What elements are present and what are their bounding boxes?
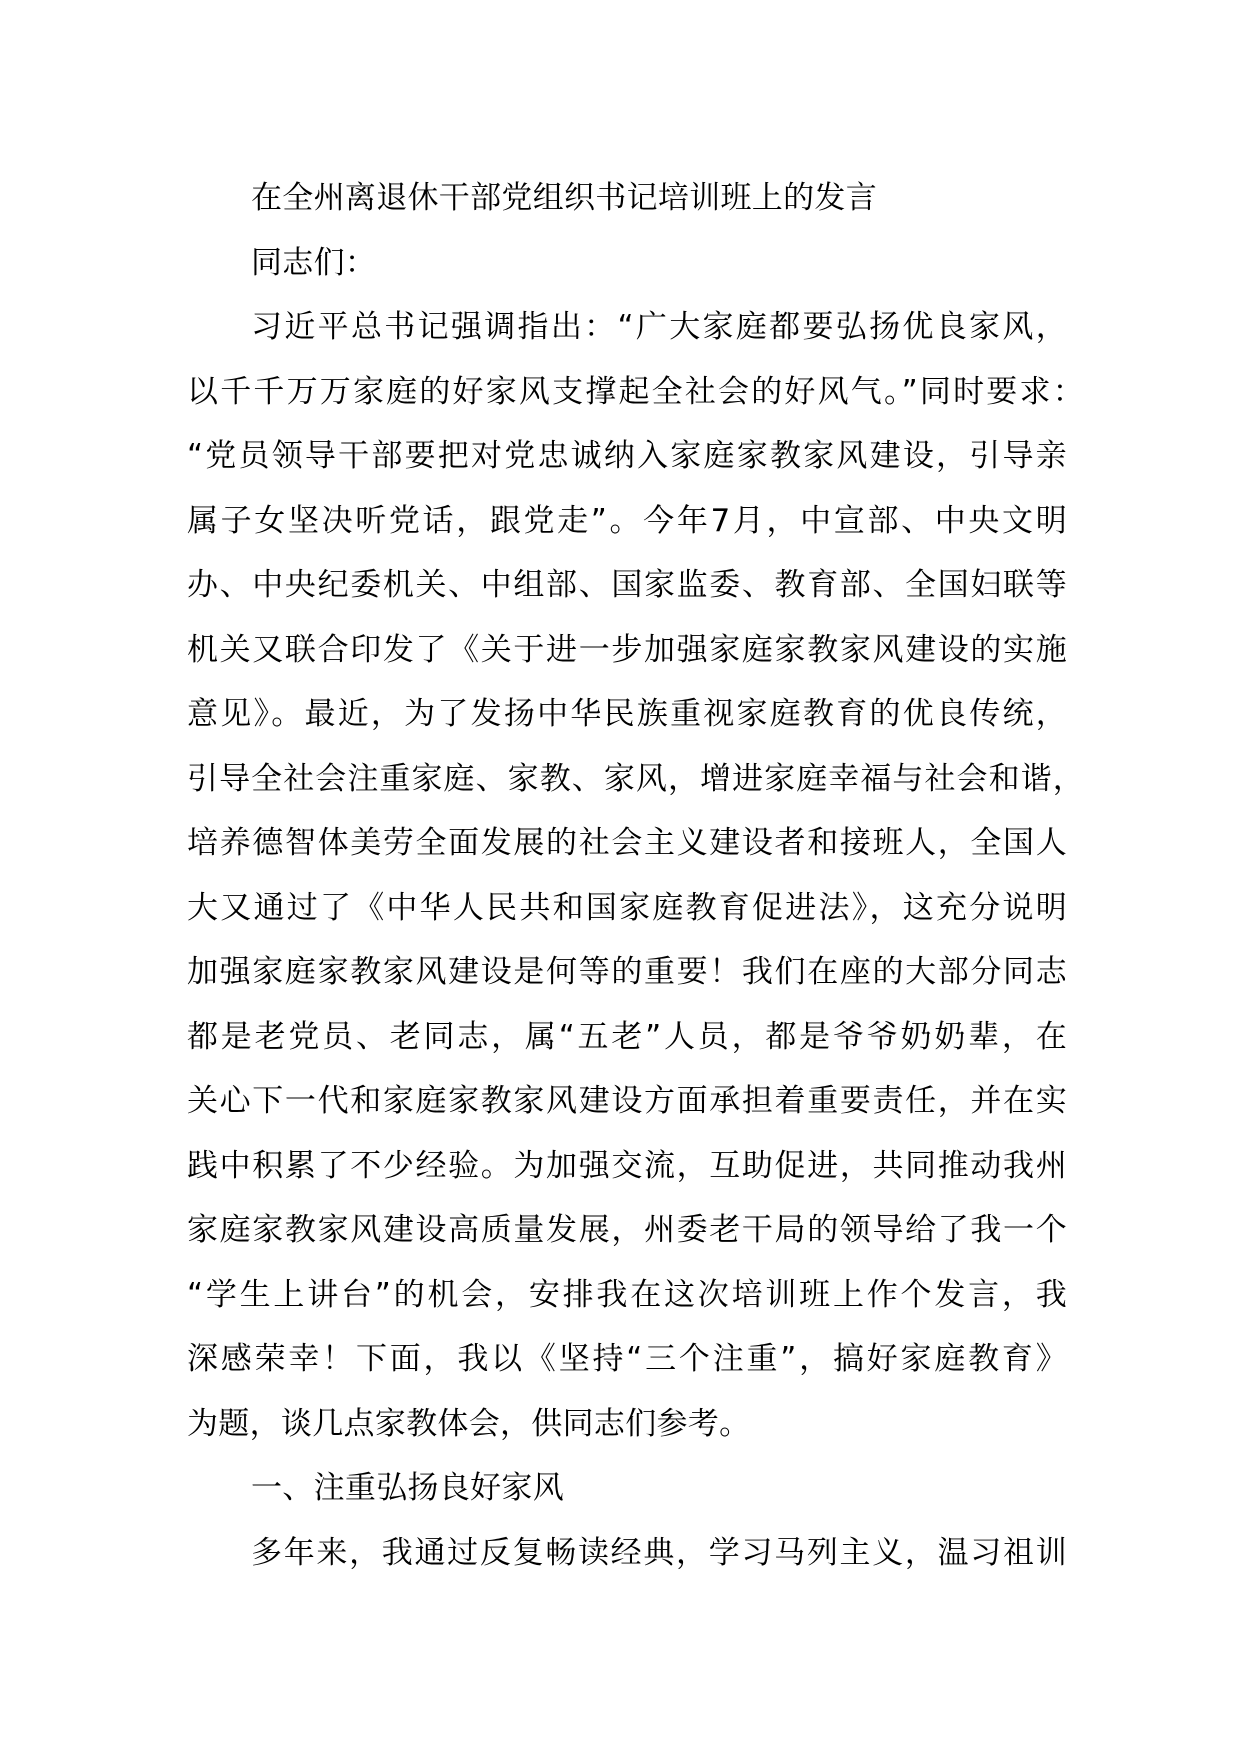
paragraph-line: 都是老党员、老同志，属“五老”人员，都是爷爷奶奶辈，在 bbox=[187, 1018, 1067, 1055]
salutation: 同志们： bbox=[251, 244, 377, 281]
paragraph-section1 bbox=[187, 1521, 1087, 1586]
paragraph-line: 为题，谈几点家教体会，供同志们参考。 bbox=[187, 1405, 751, 1442]
paragraph-line: 机关又联合印发了《关于进一步加强家庭家教家风建设的实施 bbox=[187, 631, 1067, 668]
paragraph-line: 引导全社会注重家庭、家教、家风，增进家庭幸福与社会和谐， bbox=[187, 760, 1084, 797]
paragraph-line: 办、中央纪委机关、中组部、国家监委、教育部、全国妇联等 bbox=[187, 567, 1067, 603]
paragraph-line: 培养德智体美劳全面发展的社会主义建设者和接班人，全国人 bbox=[187, 825, 1067, 861]
paragraph-intro bbox=[187, 295, 1087, 1456]
section-heading: 一、注重弘扬良好家风 bbox=[251, 1470, 564, 1506]
paragraph-line: 深感荣幸！下面，我以《坚持“三个注重”，搞好家庭教育》 bbox=[187, 1341, 1067, 1377]
paragraph-line: 加强家庭家教家风建设是何等的重要！我们在座的大部分同志 bbox=[187, 954, 1067, 990]
paragraph-line: 家庭家教家风建设高质量发展，州委老干局的领导给了我一个 bbox=[187, 1212, 1067, 1248]
paragraph-line: 践中积累了不少经验。为加强交流，互助促进，共同推动我州 bbox=[187, 1147, 1067, 1184]
paragraph-line: 大又通过了《中华人民共和国家庭教育促进法》，这充分说明 bbox=[187, 889, 1067, 926]
paragraph-line: 关心下一代和家庭家教家风建设方面承担着重要责任，并在实 bbox=[187, 1083, 1067, 1119]
paragraph-line: 多年来，我通过反复畅读经典，学习马列主义，温习祖训 bbox=[251, 1534, 1067, 1571]
paragraph-line: 以千千万万家庭的好家风支撑起全社会的好风气。”同时要求： bbox=[187, 373, 1084, 410]
paragraph-line: “党员领导干部要把对党忠诚纳入家庭家教家风建设，引导亲 bbox=[187, 438, 1067, 474]
document-body bbox=[187, 166, 1087, 1585]
paragraph-line: 习近平总书记强调指出：“广大家庭都要弘扬优良家风， bbox=[251, 309, 1067, 345]
paragraph-line: 属子女坚决听党话，跟党走”。今年7月，中宣部、中央文明 bbox=[187, 502, 1067, 539]
paragraph-line: “学生上讲台”的机会，安排我在这次培训班上作个发言，我 bbox=[187, 1276, 1067, 1313]
document-title: 在全州离退休干部党组织书记培训班上的发言 bbox=[251, 180, 877, 216]
paragraph-line: 意见》。最近，为了发扬中华民族重视家庭教育的优良传统， bbox=[187, 696, 1067, 732]
